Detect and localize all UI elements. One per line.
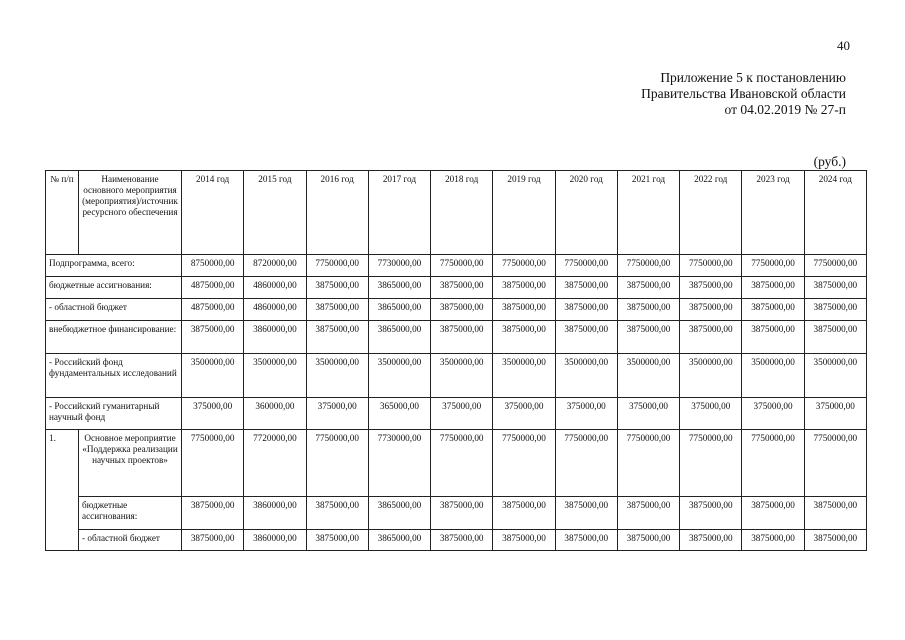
value-cell: 3875000,00 [306,530,368,551]
value-cell: 4860000,00 [244,299,306,321]
row-label: - областной бюджет [46,299,182,321]
value-cell: 7750000,00 [617,255,679,277]
value-cell: 7750000,00 [306,255,368,277]
col-year-header: 2018 год [431,171,493,255]
value-cell: 3875000,00 [431,530,493,551]
col-year-header: 2021 год [617,171,679,255]
table-row [46,299,867,321]
col-year-header: 2014 год [182,171,244,255]
value-cell: 3875000,00 [617,299,679,321]
value-cell: 3875000,00 [182,497,244,530]
value-cell: 3875000,00 [804,321,866,354]
value-cell: 3875000,00 [493,277,555,299]
row-label: Основное мероприятие «Поддержка реализации научных проектов» [79,430,182,497]
appendix-header-line3: от 04.02.2019 № 27-п [724,102,846,117]
value-cell: 3875000,00 [617,530,679,551]
table-row [46,354,867,398]
value-cell: 375000,00 [431,398,493,430]
value-cell: 3875000,00 [431,497,493,530]
col-year-header: 2020 год [555,171,617,255]
value-cell: 7730000,00 [368,430,430,497]
value-cell: 7750000,00 [617,430,679,497]
value-cell: 7750000,00 [804,430,866,497]
row-label: внебюджетное финансирование: [46,321,182,354]
value-cell: 3875000,00 [431,277,493,299]
value-cell: 3500000,00 [368,354,430,398]
value-cell: 7750000,00 [742,255,804,277]
value-cell: 3865000,00 [368,497,430,530]
value-cell: 3875000,00 [742,299,804,321]
value-cell: 8720000,00 [244,255,306,277]
value-cell: 7750000,00 [680,255,742,277]
budget-table [45,170,867,551]
value-cell: 3875000,00 [617,277,679,299]
value-cell: 3500000,00 [680,354,742,398]
page-number: 40 [837,38,850,53]
value-cell: 3500000,00 [617,354,679,398]
value-cell: 3500000,00 [182,354,244,398]
value-cell: 3500000,00 [431,354,493,398]
value-cell: 3500000,00 [742,354,804,398]
row-label: - Российский фонд фундаментальных исследований [46,354,182,398]
value-cell: 3875000,00 [306,277,368,299]
table-row [46,497,867,530]
value-cell: 7750000,00 [680,430,742,497]
value-cell: 3500000,00 [804,354,866,398]
value-cell: 7750000,00 [555,255,617,277]
value-cell: 3875000,00 [680,497,742,530]
value-cell: 7750000,00 [742,430,804,497]
value-cell: 3875000,00 [182,530,244,551]
table-row [46,255,867,277]
value-cell: 3875000,00 [555,277,617,299]
value-cell: 3875000,00 [742,277,804,299]
value-cell: 375000,00 [306,398,368,430]
value-cell: 3875000,00 [680,277,742,299]
col-year-header: 2022 год [680,171,742,255]
value-cell: 3860000,00 [244,530,306,551]
value-cell: 4875000,00 [182,277,244,299]
value-cell: 7750000,00 [804,255,866,277]
value-cell: 375000,00 [742,398,804,430]
value-cell: 3875000,00 [306,321,368,354]
value-cell: 3875000,00 [431,321,493,354]
value-cell: 3865000,00 [368,299,430,321]
value-cell: 3500000,00 [493,354,555,398]
value-cell: 7750000,00 [493,255,555,277]
col-year-header: 2019 год [493,171,555,255]
value-cell: 7730000,00 [368,255,430,277]
table-row [46,277,867,299]
value-cell: 3875000,00 [555,530,617,551]
row-label: Подпрограмма, всего: [46,255,182,277]
value-cell: 3875000,00 [804,299,866,321]
value-cell: 3875000,00 [493,321,555,354]
row-label: - Российский гуманитарный научный фонд [46,398,182,430]
value-cell: 3875000,00 [306,497,368,530]
value-cell: 4860000,00 [244,277,306,299]
value-cell: 3875000,00 [306,299,368,321]
value-cell: 4875000,00 [182,299,244,321]
value-cell: 3500000,00 [555,354,617,398]
row-number: 1. [46,430,79,551]
value-cell: 7750000,00 [306,430,368,497]
value-cell: 7750000,00 [182,430,244,497]
row-label: бюджетные ассигнования: [46,277,182,299]
value-cell: 3865000,00 [368,530,430,551]
value-cell: 375000,00 [493,398,555,430]
table-row [46,398,867,430]
currency-unit: (руб.) [813,154,846,169]
value-cell: 7720000,00 [244,430,306,497]
col-year-header: 2017 год [368,171,430,255]
col-name-header: Наименование основного мероприятия (мероприятия)/источник ресурсного обеспечения [79,171,182,255]
table-row [46,530,867,551]
value-cell: 3875000,00 [680,321,742,354]
table-row [46,321,867,354]
value-cell: 3500000,00 [244,354,306,398]
row-label: бюджетные ассигнования: [79,497,182,530]
value-cell: 3875000,00 [555,497,617,530]
value-cell: 7750000,00 [431,430,493,497]
value-cell: 3865000,00 [368,277,430,299]
value-cell: 3875000,00 [804,497,866,530]
value-cell: 365000,00 [368,398,430,430]
value-cell: 3875000,00 [680,530,742,551]
value-cell: 8750000,00 [182,255,244,277]
value-cell: 3875000,00 [182,321,244,354]
value-cell: 375000,00 [680,398,742,430]
value-cell: 3500000,00 [306,354,368,398]
appendix-header-line2: Правительства Ивановской области [641,86,846,101]
value-cell: 3875000,00 [804,530,866,551]
value-cell: 3875000,00 [493,530,555,551]
appendix-header-line1: Приложение 5 к постановлению [660,70,846,85]
value-cell: 3875000,00 [617,497,679,530]
value-cell: 375000,00 [555,398,617,430]
row-label: - областной бюджет [79,530,182,551]
table-header-row [46,171,867,255]
value-cell: 375000,00 [617,398,679,430]
value-cell: 375000,00 [182,398,244,430]
col-year-header: 2024 год [804,171,866,255]
appendix-header [520,70,846,118]
value-cell: 3860000,00 [244,497,306,530]
value-cell: 375000,00 [804,398,866,430]
value-cell: 3875000,00 [617,321,679,354]
value-cell: 3875000,00 [493,299,555,321]
value-cell: 3875000,00 [555,299,617,321]
value-cell: 3875000,00 [804,277,866,299]
value-cell: 3875000,00 [493,497,555,530]
value-cell: 3875000,00 [431,299,493,321]
value-cell: 7750000,00 [493,430,555,497]
value-cell: 360000,00 [244,398,306,430]
col-year-header: 2016 год [306,171,368,255]
value-cell: 3860000,00 [244,321,306,354]
value-cell: 3875000,00 [742,497,804,530]
value-cell: 3875000,00 [742,530,804,551]
value-cell: 3865000,00 [368,321,430,354]
value-cell: 7750000,00 [431,255,493,277]
col-number-header: № п/п [46,171,79,255]
table-row [46,430,867,497]
value-cell: 3875000,00 [742,321,804,354]
col-year-header: 2023 год [742,171,804,255]
value-cell: 3875000,00 [555,321,617,354]
value-cell: 3875000,00 [680,299,742,321]
col-year-header: 2015 год [244,171,306,255]
value-cell: 7750000,00 [555,430,617,497]
